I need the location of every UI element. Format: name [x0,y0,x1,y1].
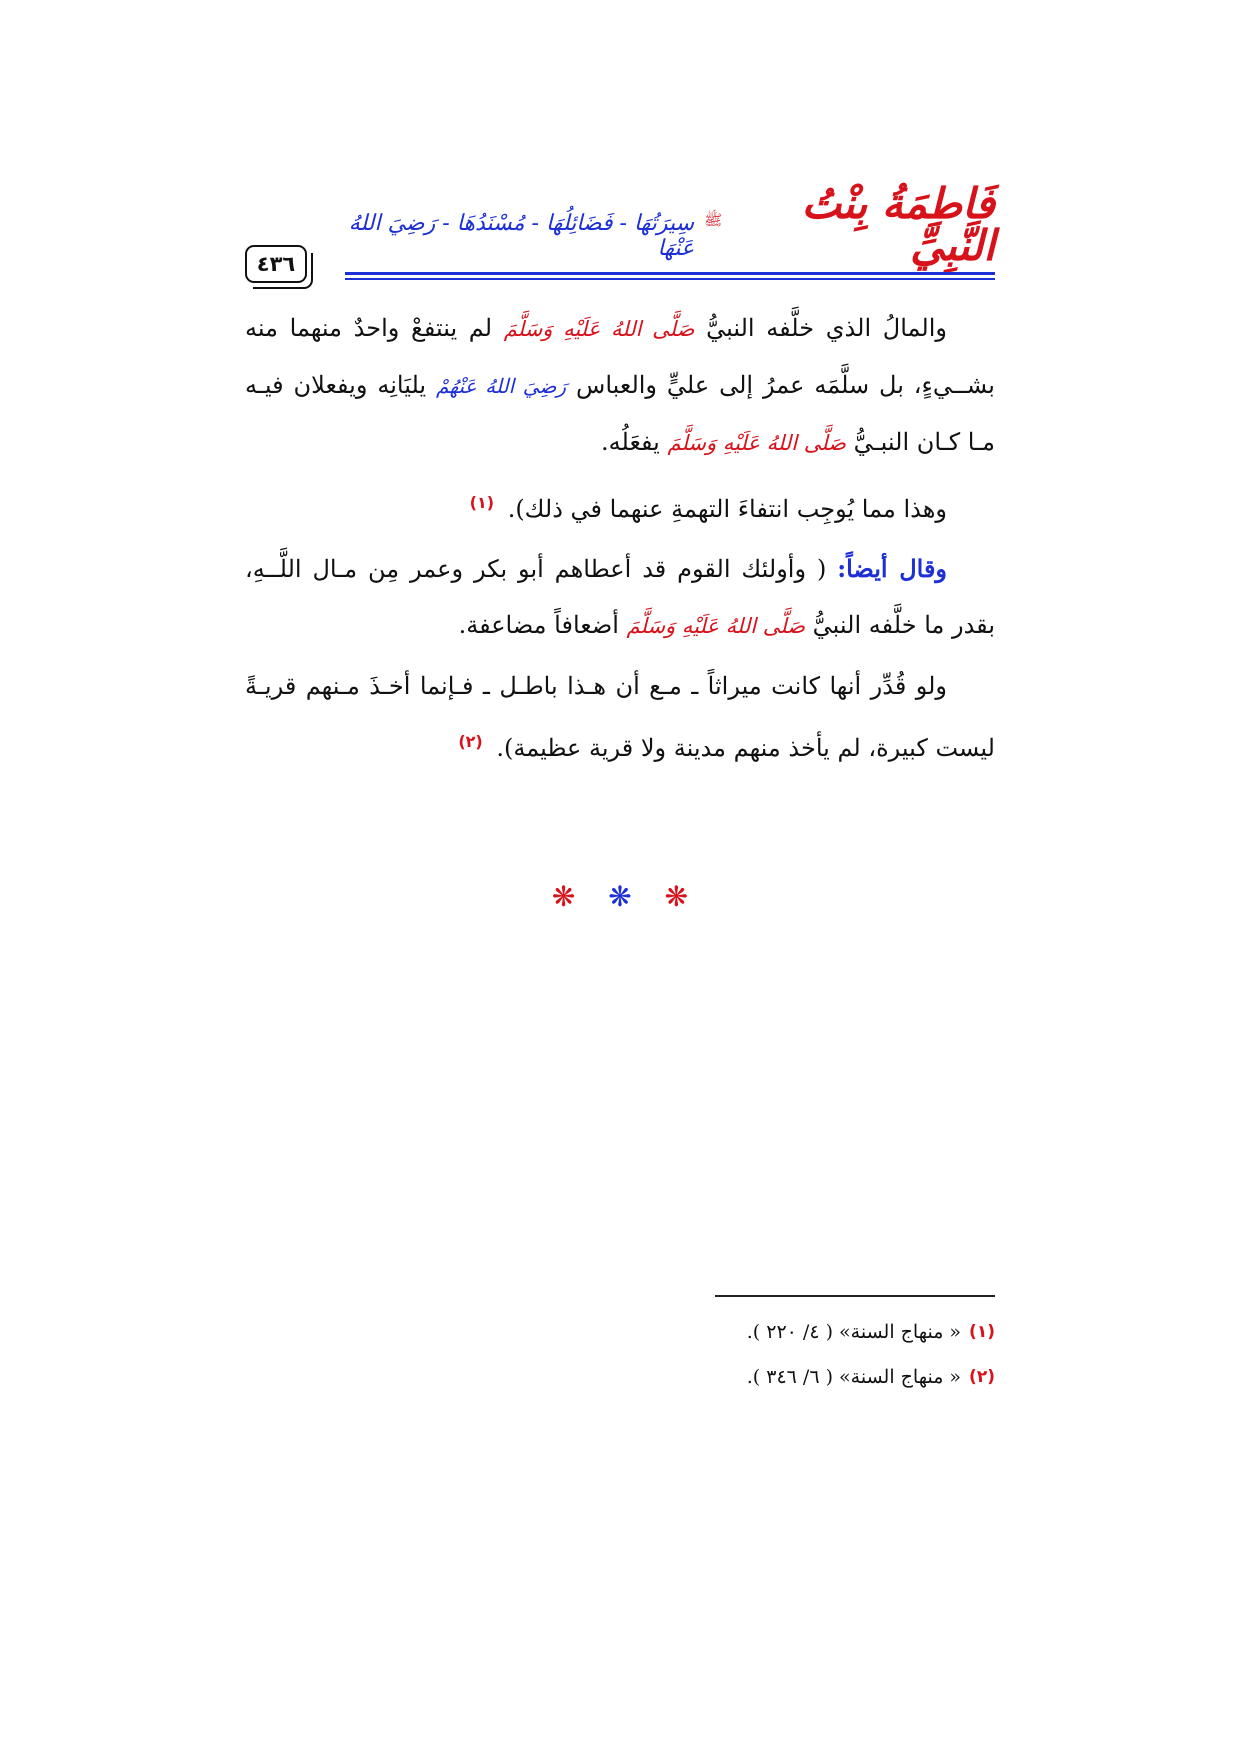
book-title: فَاطِمَةُ بِنْتُ النَّبِيِّ [801,179,995,270]
footnote-number: (١) [969,1322,995,1342]
body-text [245,300,995,776]
footnote-text: « منهاج السنة» ( ٤/ ٢٢٠ ). [746,1321,962,1343]
paragraph-2 [245,475,995,537]
text: يليَانِه ويفعلان فيـه مـا كـان النبـيُّ [245,371,995,456]
text: والمالُ الذي خلَّفه النبيُّ [706,314,947,342]
header-title [345,179,995,270]
salutation: صَلَّى اللهُ عَلَيْهِ وَسَلَّمَ [503,317,695,341]
page-header [245,179,995,276]
paragraph-3 [245,541,995,654]
star-ornament-icon: ❋ [664,880,689,913]
star-ornament-icon: ❋ [551,880,576,913]
text: أضعافاً مضاعفة. [458,611,619,639]
footnote-ref-2[interactable]: (٢) [458,732,483,751]
speaker-label: وقال أيضاً: [837,554,947,583]
text: وهذا مما يُوجِب انتفاءَ التهمةِ عنهما في ذلك). [507,495,947,523]
salutation: صَلَّى اللهُ عَلَيْهِ وَسَلَّمَ [667,431,846,455]
text: يفعَلُه. [601,428,660,456]
footnote-rule [715,1295,995,1297]
paragraph-1 [245,300,995,471]
book-subtitle: سِيرَتُهَا - فَضَائِلُهَا - مُسْنَدُهَا - رَضِيَ اللهُ عَنْهَا [348,211,695,261]
header-rule [345,272,995,275]
text: ( وأولئك القوم قد أعطاهم أبو بكر وعمر مِن مـال اللَّــهِ، بقدر ما خلَّفه النبيُّ [245,555,995,639]
radiya-honorific: رَضِيَ اللهُ عَنْهُمْ [436,374,567,398]
page-number: ٤٣٦ [245,245,307,283]
footnotes [600,1310,995,1400]
footnote-item [600,1310,995,1355]
footnote-item [600,1355,995,1400]
footnote-text: « منهاج السنة» ( ٦/ ٣٤٦ ). [746,1366,962,1388]
star-ornament-icon: ❋ [608,880,632,913]
text: ولو قُدِّر أنها كانت ميراثاً ـ مـع أن هـذا باطـل ـ فـإنما أخـذَ مـنهم قريـةً ليست كبيرة، لم يأخذ منهم مدينة ولا قرية عظيمة). [245,672,995,762]
footnote-number: (٢) [969,1367,995,1387]
paragraph-4 [245,658,995,776]
honorific-mark: ﷺ [704,211,723,229]
salutation: صَلَّى اللهُ عَلَيْهِ وَسَلَّمَ [626,614,806,638]
header-rule-secondary [345,278,995,280]
text: لم ينتفعْ واحدٌ منهما منه بشــيءٍ، بل سلَّمَه عمرُ إلى عليٍّ والعباس [245,314,995,399]
footnote-ref-1[interactable]: (١) [469,493,495,512]
section-separator [0,880,1240,913]
